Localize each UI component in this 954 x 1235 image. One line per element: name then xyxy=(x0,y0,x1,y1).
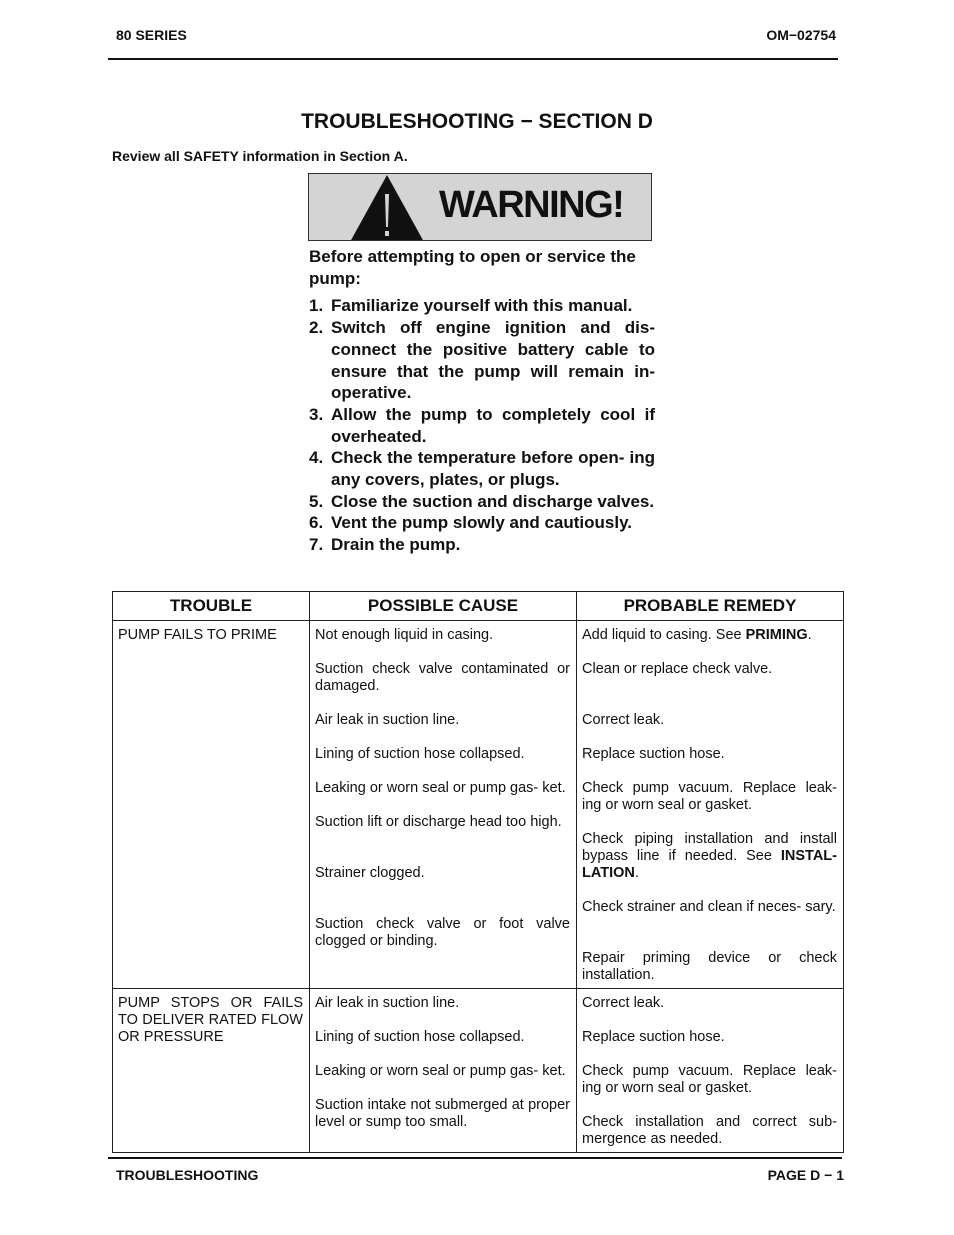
warning-item: 2. Switch off engine ignition and dis- connect the positive battery cable to ensure that the pump will remain in- operative. xyxy=(309,318,655,403)
table-row xyxy=(113,621,844,989)
cause-item: Suction check valve contaminated or damaged. xyxy=(315,661,570,694)
footer-section: TROUBLESHOOTING xyxy=(116,1167,259,1183)
cause-item: Lining of suction hose collapsed. xyxy=(315,1029,525,1045)
footer-rule xyxy=(108,1157,842,1159)
remedy-item: Correct leak. xyxy=(582,712,665,728)
remedy-item: Check pump vacuum. Replace leak- ing or worn seal or gasket. xyxy=(582,780,837,813)
cause-item: Air leak in suction line. xyxy=(315,712,460,728)
remedy-item: Check piping installation and install bypass line if needed. See INSTAL- LATION. xyxy=(582,831,837,881)
exclamation-triangle-icon xyxy=(349,174,425,241)
remedy-item: Correct leak. xyxy=(582,995,665,1011)
cause-cell xyxy=(310,621,577,989)
cause-item: Leaking or worn seal or pump gas- ket. xyxy=(315,780,566,796)
cause-item: Strainer clogged. xyxy=(315,865,425,881)
cause-item: Lining of suction hose collapsed. xyxy=(315,746,525,762)
remedy-item: Check strainer and clean if neces- sary. xyxy=(582,899,836,915)
trouble-cell: PUMP FAILS TO PRIME xyxy=(113,621,310,989)
cause-item: Suction lift or discharge head too high. xyxy=(315,814,562,830)
safety-note: Review all SAFETY information in Section A. xyxy=(112,148,408,164)
remedy-item: Check pump vacuum. Replace leak- ing or worn seal or gasket. xyxy=(582,1063,837,1096)
table-row xyxy=(113,989,844,1153)
cause-item: Suction check valve or foot valve clogged or binding. xyxy=(315,916,570,949)
remedy-item: Add liquid to casing. See PRIMING. xyxy=(582,627,812,643)
header-probable-remedy: PROBABLE REMEDY xyxy=(577,592,844,621)
cause-item: Suction intake not submerged at proper level or sump too small. xyxy=(315,1097,570,1130)
warning-item: 5. Close the suction and discharge valves. xyxy=(309,491,655,511)
cause-item: Leaking or worn seal or pump gas- ket. xyxy=(315,1063,566,1079)
cause-item: Air leak in suction line. xyxy=(315,995,460,1011)
table-header-row xyxy=(113,592,844,621)
cause-cell xyxy=(310,989,577,1153)
header-possible-cause: POSSIBLE CAUSE xyxy=(310,592,577,621)
warning-item: 6. Vent the pump slowly and cautiously. xyxy=(309,513,633,533)
warning-lead: Before attempting to open or service the pump: xyxy=(309,247,636,288)
remedy-item: Repair priming device or check installation. xyxy=(582,950,837,983)
remedy-item: Replace suction hose. xyxy=(582,746,725,762)
section-title: TROUBLESHOOTING − SECTION D xyxy=(301,110,653,133)
trouble-cell: PUMP STOPS OR FAILS TO DELIVER RATED FLOW OR PRESSURE xyxy=(113,989,310,1153)
remedy-item: Check installation and correct sub- mergence as needed. xyxy=(582,1114,837,1147)
remedy-cell xyxy=(577,989,844,1153)
remedy-item: Clean or replace check valve. xyxy=(582,661,773,677)
warning-item: 7. Drain the pump. xyxy=(309,535,461,555)
header-rule xyxy=(108,58,838,60)
remedy-item: Replace suction hose. xyxy=(582,1029,725,1045)
warning-banner xyxy=(308,173,652,241)
troubleshooting-table xyxy=(112,591,844,1153)
cause-item: Not enough liquid in casing. xyxy=(315,627,494,643)
warning-item: 4. Check the temperature before open- ing any covers, plates, or plugs. xyxy=(309,448,655,490)
warning-body xyxy=(309,246,655,556)
warning-label: WARNING! xyxy=(439,184,624,226)
warning-item: 3. Allow the pump to completely cool if overheated. xyxy=(309,404,655,446)
header-doc-number: OM−02754 xyxy=(766,27,836,43)
footer-page-number: PAGE D − 1 xyxy=(767,1167,844,1183)
header-series: 80 SERIES xyxy=(116,27,187,43)
remedy-cell xyxy=(577,621,844,989)
warning-item: 1. Familiarize yourself with this manual. xyxy=(309,296,633,316)
warning-list xyxy=(309,295,655,555)
header-trouble: TROUBLE xyxy=(113,592,310,621)
